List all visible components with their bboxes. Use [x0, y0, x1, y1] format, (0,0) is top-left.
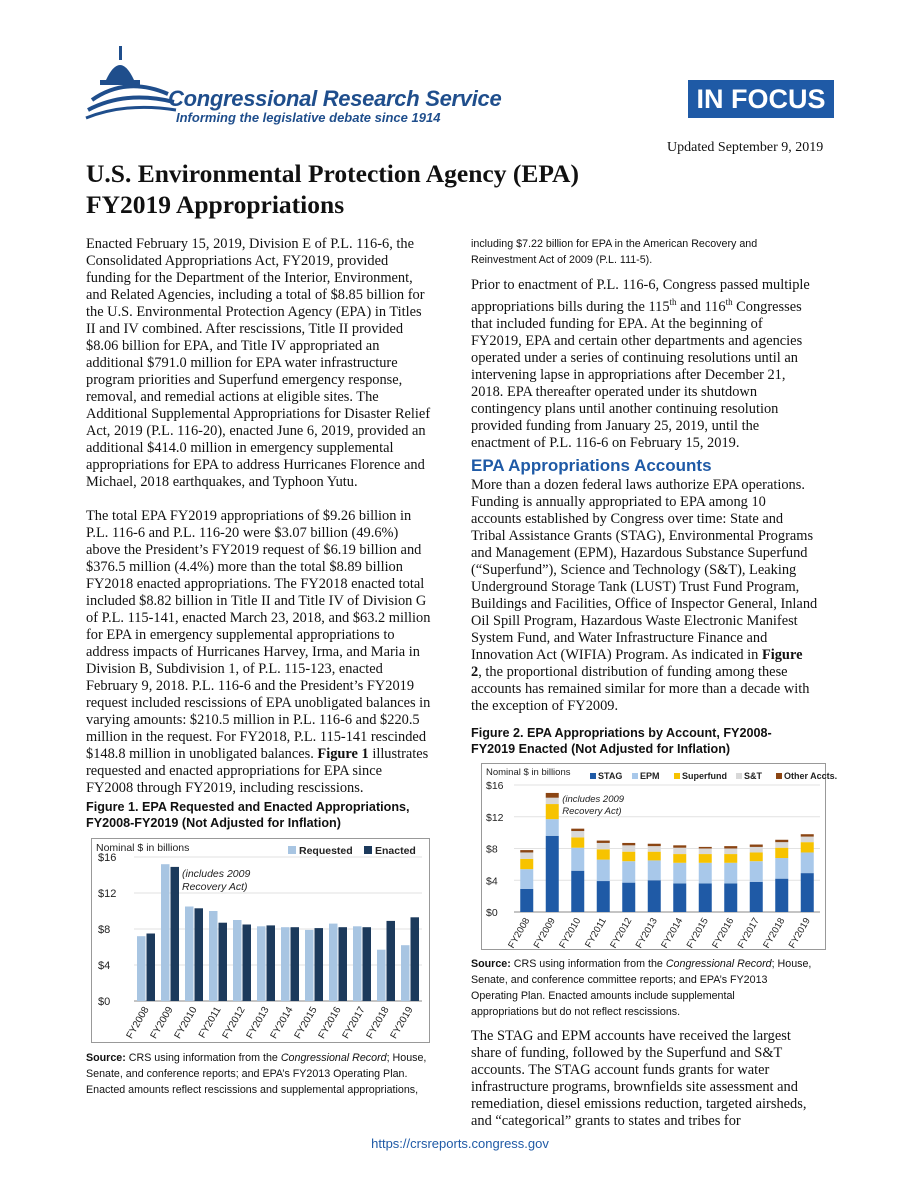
x-tick-label: FY2015 — [684, 916, 711, 951]
text-line: accounts. The STAG account funds grants for water — [471, 1062, 770, 1078]
text-line: FY2019, EPA and certain other departments and agencies — [471, 332, 803, 349]
bar-segment-Superfund-FY2012 — [622, 852, 635, 862]
fig1-source-line-1 — [86, 1050, 456, 1066]
bar-segment-S&T-FY2008 — [520, 852, 533, 858]
text-line: above the President’s FY2019 request of $6.19 billion and — [86, 542, 422, 558]
fig1-source-label: Source: — [86, 1052, 126, 1064]
text-line: request included rescissions of EPA unobligated balances in — [86, 695, 431, 711]
text-line: Underground Storage Tank (LUST) Trust Fund Program, — [471, 579, 800, 595]
figure-2-chart — [481, 763, 838, 951]
figure-1-ref[interactable]: Figure 1 — [317, 746, 369, 762]
p3-l2-a: appropriations bills during the 115 — [471, 298, 670, 315]
y-tick-label: $8 — [486, 843, 498, 856]
text-line: $8.06 billion for EPA, and Title IV appropriated an — [86, 338, 380, 354]
bar-enacted-FY2017 — [363, 927, 372, 1001]
bar-segment-STAG-FY2013 — [648, 880, 661, 912]
paragraph-3 — [471, 277, 841, 452]
bar-enacted-FY2018 — [387, 921, 396, 1001]
fig2-source-line-1 — [471, 956, 841, 972]
legend-label-requested: Requested — [299, 845, 353, 857]
bar-segment-Superfund-FY2008 — [520, 859, 533, 869]
bar-segment-EPM-FY2015 — [699, 863, 712, 884]
p2-fig-tail: illustrates — [368, 746, 429, 762]
text-line: February 9, 2018. P.L. 116-6 and the President’s FY2019 — [86, 678, 415, 694]
bar-segment-S&T-FY2010 — [571, 831, 584, 837]
text-line: and Management (EPM), Hazardous Substance Superfund — [471, 545, 808, 561]
bar-segment-Other Accts.-FY2011 — [597, 841, 610, 843]
capitol-dome-icon — [86, 40, 176, 120]
bar-segment-STAG-FY2017 — [750, 882, 763, 912]
fig2-source-record: Congressional Record — [665, 958, 772, 970]
figure-1-svg — [92, 839, 429, 1042]
crs-logo — [86, 40, 176, 120]
p2-last-line: $148.8 million in unobligated balances. — [86, 746, 314, 762]
bar-requested-FY2017 — [353, 926, 362, 1001]
text-line: More than a dozen federal laws authorize EPA operations. — [471, 477, 805, 493]
figure-2-title — [471, 725, 841, 757]
bar-segment-EPM-FY2011 — [597, 860, 610, 881]
text-line: Funding is annually appropriated to EPA among 10 — [471, 494, 766, 510]
bar-requested-FY2015 — [305, 930, 314, 1001]
bar-segment-EPM-FY2012 — [622, 861, 635, 882]
text-line: accounts has remained similar for more than a decade with — [471, 681, 810, 697]
footer-url[interactable]: https://crsreports.congress.gov — [371, 1136, 549, 1151]
legend-swatch-0 — [590, 773, 596, 779]
paragraph-5 — [471, 1028, 841, 1130]
bar-segment-EPM-FY2014 — [673, 863, 686, 884]
text-line: The total EPA FY2019 appropriations of $9.26 billion in — [86, 508, 412, 524]
bar-segment-S&T-FY2015 — [699, 849, 712, 855]
fig1-source-continued — [471, 236, 841, 268]
p3-sup-2: th — [725, 297, 733, 307]
x-tick-label: FY2018 — [761, 916, 788, 951]
annotation-line-2: Recovery Act) — [182, 881, 248, 893]
y-axis-label: Nominal $ in billions — [96, 842, 190, 854]
text-line: additional $414.0 million in emergency supplemental — [86, 440, 394, 456]
text-line: Additional Supplemental Appropriations for Disaster Relief — [86, 406, 431, 422]
fig2-source-line-4: appropriations but do not reflect rescissions. — [471, 1006, 681, 1018]
bar-segment-S&T-FY2019 — [801, 837, 814, 843]
text-line: Consolidated Appropriations Act, FY2019, provided — [86, 253, 389, 269]
p4-lines — [471, 477, 841, 647]
bar-segment-Other Accts.-FY2019 — [801, 834, 814, 836]
text-line: intervening lapse in appropriations after December 21, — [471, 366, 786, 383]
paragraph-1 — [86, 236, 456, 491]
bar-enacted-FY2019 — [411, 917, 420, 1001]
p4-line-12 — [471, 664, 841, 681]
bar-segment-S&T-FY2013 — [648, 846, 661, 852]
bar-segment-STAG-FY2009 — [546, 836, 559, 912]
y-tick-label: $16 — [486, 780, 504, 792]
y-tick-label: $12 — [486, 811, 504, 824]
x-tick-label: FY2014 — [659, 916, 686, 951]
bar-requested-FY2014 — [281, 927, 290, 1001]
text-line: that included funding for EPA. At the beginning of — [471, 315, 763, 332]
text-line: Enacted February 15, 2019, Division E of P.L. 116-6, the — [86, 236, 414, 252]
y-tick-label: $4 — [98, 960, 111, 972]
text-line: (“Superfund”), Science and Technology (S&T), Leaking — [471, 562, 797, 578]
x-tick-label: FY2008 — [506, 916, 533, 951]
x-tick-label: FY2016 — [710, 916, 737, 951]
bar-enacted-FY2013 — [267, 925, 276, 1001]
bar-segment-EPM-FY2018 — [775, 858, 788, 879]
paragraph-2-tail — [86, 763, 456, 797]
bar-segment-Other Accts.-FY2008 — [520, 850, 533, 852]
bar-segment-Other Accts.-FY2010 — [571, 829, 584, 831]
p3-line-2 — [471, 294, 841, 316]
text-line: Tribal Assistance Grants (STAG), Environmental Programs — [471, 528, 814, 544]
bar-segment-EPM-FY2019 — [801, 852, 814, 873]
y-tick-label: $16 — [98, 852, 117, 864]
bar-segment-S&T-FY2018 — [775, 842, 788, 848]
figure-1-source — [86, 1050, 456, 1098]
bar-segment-S&T-FY2012 — [622, 845, 635, 851]
bar-segment-STAG-FY2019 — [801, 873, 814, 912]
bar-segment-STAG-FY2016 — [724, 883, 737, 912]
bar-segment-Other Accts.-FY2009 — [546, 793, 559, 798]
bar-segment-Superfund-FY2010 — [571, 837, 584, 847]
bar-enacted-FY2016 — [339, 927, 348, 1001]
text-line: including $7.22 billion for EPA in the American Recovery and — [471, 238, 758, 250]
bar-enacted-FY2008 — [147, 934, 156, 1002]
bar-segment-S&T-FY2014 — [673, 848, 686, 854]
legend-swatch-requested — [288, 846, 296, 854]
org-name: Congressional Research Service — [168, 86, 502, 111]
bar-requested-FY2011 — [209, 911, 218, 1001]
x-tick-label: FY2009 — [531, 916, 558, 951]
annotation-line-1: (includes 2009 — [182, 868, 251, 880]
bar-segment-Superfund-FY2017 — [750, 852, 763, 861]
x-tick-label: FY2013 — [633, 916, 660, 951]
p3-l2-b: and 116 — [676, 298, 726, 315]
text-line: accounts established by Congress over time: State and — [471, 511, 784, 527]
bar-segment-STAG-FY2018 — [775, 879, 788, 912]
bar-segment-Other Accts.-FY2015 — [699, 847, 712, 849]
bar-enacted-FY2012 — [243, 925, 252, 1002]
fig2-source-text-c: ; House, — [771, 958, 812, 970]
bar-segment-Superfund-FY2013 — [648, 852, 661, 861]
fig1-source-record: Congressional Record — [280, 1052, 387, 1064]
bar-requested-FY2010 — [185, 907, 194, 1002]
org-tagline: Informing the legislative debate since 1914 — [176, 110, 441, 125]
bar-segment-Superfund-FY2011 — [597, 849, 610, 859]
fig2-source-line-3: Operating Plan. Enacted amounts include supplemental — [471, 990, 735, 1002]
bar-segment-EPM-FY2009 — [546, 819, 559, 836]
left-column-text — [86, 236, 456, 797]
bar-segment-Superfund-FY2019 — [801, 842, 814, 852]
p4-tail — [471, 681, 841, 715]
figure-1-title-line-2: FY2008-FY2019 (Not Adjusted for Inflation) — [86, 816, 341, 830]
text-line: requested and enacted appropriations for EPA since — [86, 763, 382, 779]
text-line: address impacts of Hurricanes Harvey, Irma, and Maria in — [86, 644, 420, 660]
x-tick-label: FY2011 — [583, 916, 609, 950]
text-line: of P.L. 115-141, enacted March 23, 2018, and $63.2 million — [86, 610, 431, 626]
bar-requested-FY2016 — [329, 924, 338, 1001]
text-line: P.L. 116-6 and P.L. 116-20 were $3.07 billion (49.6%) — [86, 525, 399, 541]
legend-swatch-4 — [776, 773, 782, 779]
text-line: FY2008 through FY2019, including rescissions. — [86, 780, 364, 796]
fig1-source-line-3: Enacted amounts reflect rescissions and supplemental appropriations, — [86, 1084, 419, 1096]
text-line: contingency plans until another continuing resolution — [471, 400, 779, 417]
bar-segment-STAG-FY2008 — [520, 889, 533, 912]
text-line: program priorities and Superfund emergency response, — [86, 372, 403, 388]
in-focus-badge: IN FOCUS — [688, 80, 834, 118]
annotation-line-1: (includes 2009 — [562, 794, 625, 805]
y-tick-label: $8 — [98, 924, 111, 936]
annotation-line-2: Recovery Act) — [562, 806, 622, 817]
paragraph-2 — [86, 508, 456, 746]
bar-segment-Other Accts.-FY2014 — [673, 845, 686, 847]
x-tick-label: FY2019 — [388, 1005, 416, 1041]
bar-segment-STAG-FY2012 — [622, 883, 635, 912]
bar-segment-Superfund-FY2018 — [775, 848, 788, 858]
y-axis-label: Nominal $ in billions — [486, 767, 571, 778]
text-line: provided funding from January 25, 2019, until the — [471, 417, 760, 434]
text-line: the U.S. Environmental Protection Agency (EPA) in Titles — [86, 304, 422, 320]
text-line: Division B, Subdivision 1, of P.L. 115-123, enacted — [86, 661, 383, 677]
text-line: the exception of FY2009. — [471, 698, 619, 714]
text-line: FY2018 enacted appropriations. The FY2018 enacted total — [86, 576, 425, 592]
title-line-1: U.S. Environmental Protection Agency (EPA) — [86, 159, 579, 188]
bar-requested-FY2009 — [161, 864, 170, 1001]
fig2-source-label: Source: — [471, 958, 511, 970]
bar-segment-STAG-FY2015 — [699, 883, 712, 912]
text-line: Michael, 2018 earthquakes, and Typhoon Yutu. — [86, 474, 358, 490]
bar-segment-Superfund-FY2009 — [546, 804, 559, 819]
y-tick-label: $12 — [98, 888, 117, 900]
p3-sup-1: th — [669, 297, 677, 307]
text-line: The STAG and EPM accounts have received the largest — [471, 1028, 791, 1044]
bar-requested-FY2019 — [401, 945, 410, 1001]
bar-segment-S&T-FY2016 — [724, 849, 737, 855]
fig2-source-line-2: Senate, and conference committee reports; and EPA’s FY2013 — [471, 974, 768, 986]
bar-requested-FY2013 — [257, 926, 266, 1001]
x-tick-label: FY2015 — [292, 1005, 320, 1041]
bar-segment-STAG-FY2014 — [673, 883, 686, 912]
x-tick-label: FY2017 — [340, 1005, 368, 1041]
text-line: included $8.82 billion in Title II and Title IV of Division G — [86, 593, 427, 609]
x-tick-label: FY2017 — [735, 916, 762, 951]
text-line: Oil Spill Program, Hazardous Waste Electronic Manifest — [471, 613, 798, 629]
bar-enacted-FY2011 — [219, 923, 228, 1001]
bar-segment-Superfund-FY2014 — [673, 854, 686, 863]
bar-segment-Superfund-FY2015 — [699, 854, 712, 863]
text-line: 2018. EPA thereafter operated under its shutdown — [471, 383, 758, 400]
bar-requested-FY2008 — [137, 936, 146, 1001]
text-line: and Related Agencies, including a total of $8.85 billion for — [86, 287, 425, 303]
legend-label-3: S&T — [744, 771, 762, 781]
y-tick-label: $0 — [486, 907, 498, 919]
text-line: $376.5 million (4.4%) more than the total $8.89 billion — [86, 559, 403, 575]
x-tick-label: FY2016 — [316, 1005, 344, 1041]
x-tick-label: FY2013 — [244, 1005, 272, 1041]
bar-segment-STAG-FY2011 — [597, 881, 610, 912]
bar-segment-S&T-FY2017 — [750, 847, 763, 853]
x-tick-label: FY2010 — [557, 916, 584, 951]
legend-swatch-3 — [736, 773, 742, 779]
x-tick-label: FY2014 — [268, 1005, 296, 1041]
figure-2-title-line-1: Figure 2. EPA Appropriations by Account, FY2008- — [471, 726, 772, 740]
x-tick-label: FY2019 — [786, 916, 813, 951]
text-line: enactment of P.L. 116-6 on February 15, 2019. — [471, 434, 740, 451]
fig2-source-text-a: CRS using information from the — [510, 958, 666, 970]
y-tick-label: $0 — [98, 996, 111, 1008]
text-line: varying amounts: $210.5 million in P.L. 116-6 and $220.5 — [86, 712, 420, 728]
bar-requested-FY2018 — [377, 950, 386, 1001]
text-line: share of funding, followed by the Superfund and S&T — [471, 1045, 783, 1061]
p4-line-11 — [471, 647, 841, 664]
bar-segment-EPM-FY2010 — [571, 848, 584, 871]
bar-segment-EPM-FY2013 — [648, 860, 661, 880]
paragraph-2-last — [86, 746, 456, 763]
figure-1-title — [86, 799, 456, 831]
title-line-2: FY2019 Appropriations — [86, 190, 345, 219]
bar-segment-Other Accts.-FY2012 — [622, 843, 635, 845]
legend-swatch-2 — [674, 773, 680, 779]
figure-2-title-line-2: FY2019 Enacted (Not Adjusted for Inflation) — [471, 742, 731, 756]
text-line: operated under a series of continuing resolutions until an — [471, 349, 798, 366]
y-tick-label: $4 — [486, 875, 498, 888]
updated-date: Updated September 9, 2019 — [667, 140, 824, 155]
figure-2-svg — [482, 764, 838, 951]
text-line: remediation, diesel emissions reduction, targeted airsheds, — [471, 1096, 807, 1112]
bar-enacted-FY2009 — [171, 867, 180, 1001]
p3-line-1: Prior to enactment of P.L. 116-6, Congress passed multiple — [471, 277, 810, 293]
bar-segment-EPM-FY2017 — [750, 861, 763, 882]
bar-segment-EPM-FY2008 — [520, 869, 533, 889]
legend-swatch-1 — [632, 773, 638, 779]
bar-segment-Other Accts.-FY2017 — [750, 845, 763, 847]
bar-enacted-FY2010 — [195, 908, 204, 1001]
text-line: II and IV combined. After rescissions, Title II provided — [86, 321, 404, 337]
legend-label-4: Other Accts. — [784, 771, 838, 781]
figure-2-ref[interactable]: Figure — [761, 647, 803, 663]
text-line: and “categorical” grants to states and tribes for — [471, 1113, 741, 1129]
text-line: removal, and remedial actions at eligible sites. The — [86, 389, 379, 405]
x-tick-label: FY2008 — [124, 1005, 152, 1041]
p4-l11-a: Innovation Act (WIFIA) Program. As indicated in — [471, 647, 762, 663]
bar-segment-Other Accts.-FY2013 — [648, 844, 661, 846]
figure-1-chart — [91, 838, 430, 1043]
bar-enacted-FY2015 — [315, 928, 324, 1001]
bar-requested-FY2012 — [233, 920, 242, 1001]
text-line: Act, 2019 (P.L. 116-20), enacted June 6, 2019, provided an — [86, 423, 426, 439]
bar-segment-Superfund-FY2016 — [724, 854, 737, 863]
x-tick-label: FY2011 — [196, 1005, 224, 1041]
x-tick-label: FY2012 — [608, 916, 635, 951]
fig1-source-text-c: ; House, — [386, 1052, 427, 1064]
x-tick-label: FY2018 — [364, 1005, 392, 1041]
legend-label-enacted: Enacted — [375, 845, 416, 857]
legend-label-1: EPM — [640, 771, 660, 781]
figure-1-title-line-1: Figure 1. EPA Requested and Enacted Appropriations, — [86, 800, 410, 814]
text-line: System Fund, and Water Infrastructure Finance and — [471, 630, 768, 646]
text-line: funding for the Department of the Interior, Environment, — [86, 270, 413, 286]
text-line: for EPA in emergency supplemental appropriations to — [86, 627, 395, 643]
bar-segment-EPM-FY2016 — [724, 863, 737, 884]
x-tick-label: FY2010 — [172, 1005, 200, 1041]
bar-segment-S&T-FY2011 — [597, 843, 610, 849]
figure-2-ref-num[interactable]: 2 — [471, 664, 479, 680]
bar-enacted-FY2014 — [291, 927, 300, 1001]
bar-segment-Other Accts.-FY2016 — [724, 846, 737, 848]
fig1-source-line-2: Senate, and conference reports; and EPA’s FY2013 Operating Plan. — [86, 1068, 408, 1080]
p3-rest — [471, 316, 841, 452]
text-line: Buildings and Facilities, Office of Inspector General, Inland — [471, 596, 818, 612]
legend-label-2: Superfund — [682, 771, 727, 781]
legend-swatch-enacted — [364, 846, 372, 854]
paragraph-4 — [471, 477, 841, 715]
fig1-source-text-a: CRS using information from the — [125, 1052, 281, 1064]
figure-2-source — [471, 956, 841, 1020]
text-line: additional $791.0 million for EPA water infrastructure — [86, 355, 398, 371]
legend-label-0: STAG — [598, 771, 623, 781]
bar-segment-Other Accts.-FY2018 — [775, 840, 788, 842]
p3-l2-c: Congresses — [732, 298, 802, 315]
text-line: appropriations for EPA to address Hurricanes Florence and — [86, 457, 425, 473]
text-line: infrastructure programs, brownfields site assessment and — [471, 1079, 798, 1095]
x-tick-label: FY2012 — [220, 1005, 248, 1041]
bar-segment-STAG-FY2010 — [571, 871, 584, 912]
x-tick-label: FY2009 — [148, 1005, 176, 1041]
bar-segment-S&T-FY2009 — [546, 798, 559, 804]
text-line: Reinvestment Act of 2009 (P.L. 111-5). — [471, 254, 653, 266]
text-line: million in the request. For FY2018, P.L. 115-141 rescinded — [86, 729, 427, 745]
section-heading: EPA Appropriations Accounts — [471, 456, 712, 475]
page-title — [86, 158, 579, 220]
p4-l12-b: , the proportional distribution of funding among these — [478, 664, 788, 680]
